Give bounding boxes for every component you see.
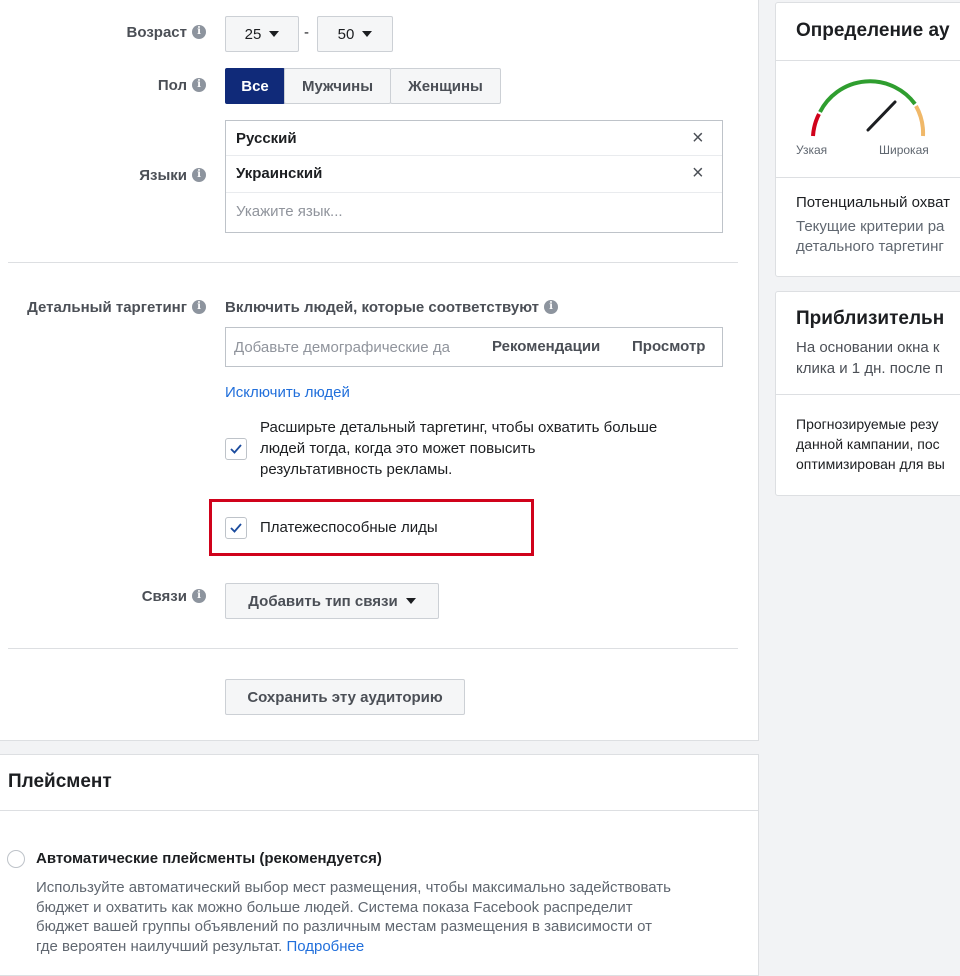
age-min-select[interactable]: 25 <box>225 16 299 52</box>
age-max-select[interactable]: 50 <box>317 16 393 52</box>
age-label: Возраст i <box>60 24 206 41</box>
auto-placement-description: Используйте автоматический выбор мест размещения, чтобы максимально задействовать бюджет и охватить как можно больше людей. Система показа Facebook распределит бюджет вашей группы объявлений по различным местам размещения в зависимости от где вероятен наилучший результат. Подробнее <box>36 879 671 955</box>
current-criteria-text: Текущие критерии ра детального таргетинг <box>796 218 945 255</box>
info-icon[interactable]: i <box>192 168 206 182</box>
caret-down-icon <box>269 31 279 37</box>
gauge-orange-segment <box>916 106 923 136</box>
detailed-targeting-placeholder: Добавьте демографические да <box>234 339 450 356</box>
solvent-leads-checkbox[interactable] <box>225 517 247 539</box>
info-icon[interactable]: i <box>192 25 206 39</box>
gender-female-button[interactable]: Женщины <box>390 68 501 104</box>
divider <box>0 810 758 811</box>
browse-button[interactable]: Просмотр <box>632 338 706 355</box>
divider <box>776 177 960 178</box>
section-divider <box>8 648 738 649</box>
detailed-targeting-label: Детальный таргетинг i <box>6 299 206 316</box>
exclude-people-link[interactable]: Исключить людей <box>225 384 350 401</box>
save-audience-button[interactable]: Сохранить эту аудиторию <box>225 679 465 715</box>
expand-targeting-checkbox[interactable] <box>225 438 247 460</box>
section-divider <box>8 262 738 263</box>
divider <box>226 155 722 156</box>
solvent-leads-label: Платежеспособные лиды <box>260 519 438 536</box>
info-icon[interactable]: i <box>192 78 206 92</box>
recommendations-button[interactable]: Рекомендации <box>492 338 601 355</box>
gauge-green-segment <box>820 81 915 112</box>
expand-targeting-text: Расширьте детальный таргетинг, чтобы охватить больше людей тогда, когда это может повысить результативность рекламы. <box>260 419 658 478</box>
gender-label: Пол i <box>60 77 206 94</box>
placement-title: Плейсмент <box>8 771 112 792</box>
divider <box>776 60 960 61</box>
gauge-wide-label: Широкая <box>879 143 929 157</box>
auto-placement-radio[interactable] <box>7 850 25 868</box>
forecast-text: Прогнозируемые резу данной кампании, пос оптимизирован для вы <box>796 416 945 472</box>
caret-down-icon <box>362 31 372 37</box>
close-icon[interactable]: × <box>692 127 704 149</box>
potential-reach-label: Потенциальный охват <box>796 194 950 211</box>
add-connection-type-button[interactable]: Добавить тип связи <box>225 583 439 619</box>
checkmark-icon <box>229 442 243 456</box>
language-search-input[interactable]: Укажите язык... <box>236 203 343 220</box>
learn-more-link[interactable]: Подробнее <box>286 937 365 955</box>
language-item: Украинский <box>236 165 323 182</box>
auto-placement-label: Автоматические плейсменты (рекомендуется) <box>36 850 382 867</box>
include-heading: Включить людей, которые соответствуют i <box>225 299 558 316</box>
estimated-results-title: Приблизительн <box>796 308 945 329</box>
divider <box>226 192 722 193</box>
audience-definition-title: Определение ау <box>796 20 950 41</box>
divider <box>776 394 960 395</box>
gauge-red-segment <box>813 114 819 136</box>
caret-down-icon <box>406 598 416 604</box>
gender-all-button[interactable]: Все <box>225 68 285 104</box>
checkmark-icon <box>229 521 243 535</box>
gender-male-button[interactable]: Мужчины <box>284 68 391 104</box>
close-icon[interactable]: × <box>692 162 704 184</box>
estimate-basis-text: На основании окна к клика и 1 дн. после п <box>796 339 944 377</box>
languages-label: Языки i <box>60 167 206 184</box>
audience-gauge <box>800 74 940 144</box>
connections-label: Связи i <box>60 588 206 605</box>
gauge-needle <box>868 102 895 130</box>
info-icon[interactable]: i <box>192 300 206 314</box>
age-range-dash: - <box>304 24 309 41</box>
gauge-narrow-label: Узкая <box>796 143 828 157</box>
info-icon[interactable]: i <box>544 300 558 314</box>
info-icon[interactable]: i <box>192 589 206 603</box>
language-item: Русский <box>236 130 297 147</box>
